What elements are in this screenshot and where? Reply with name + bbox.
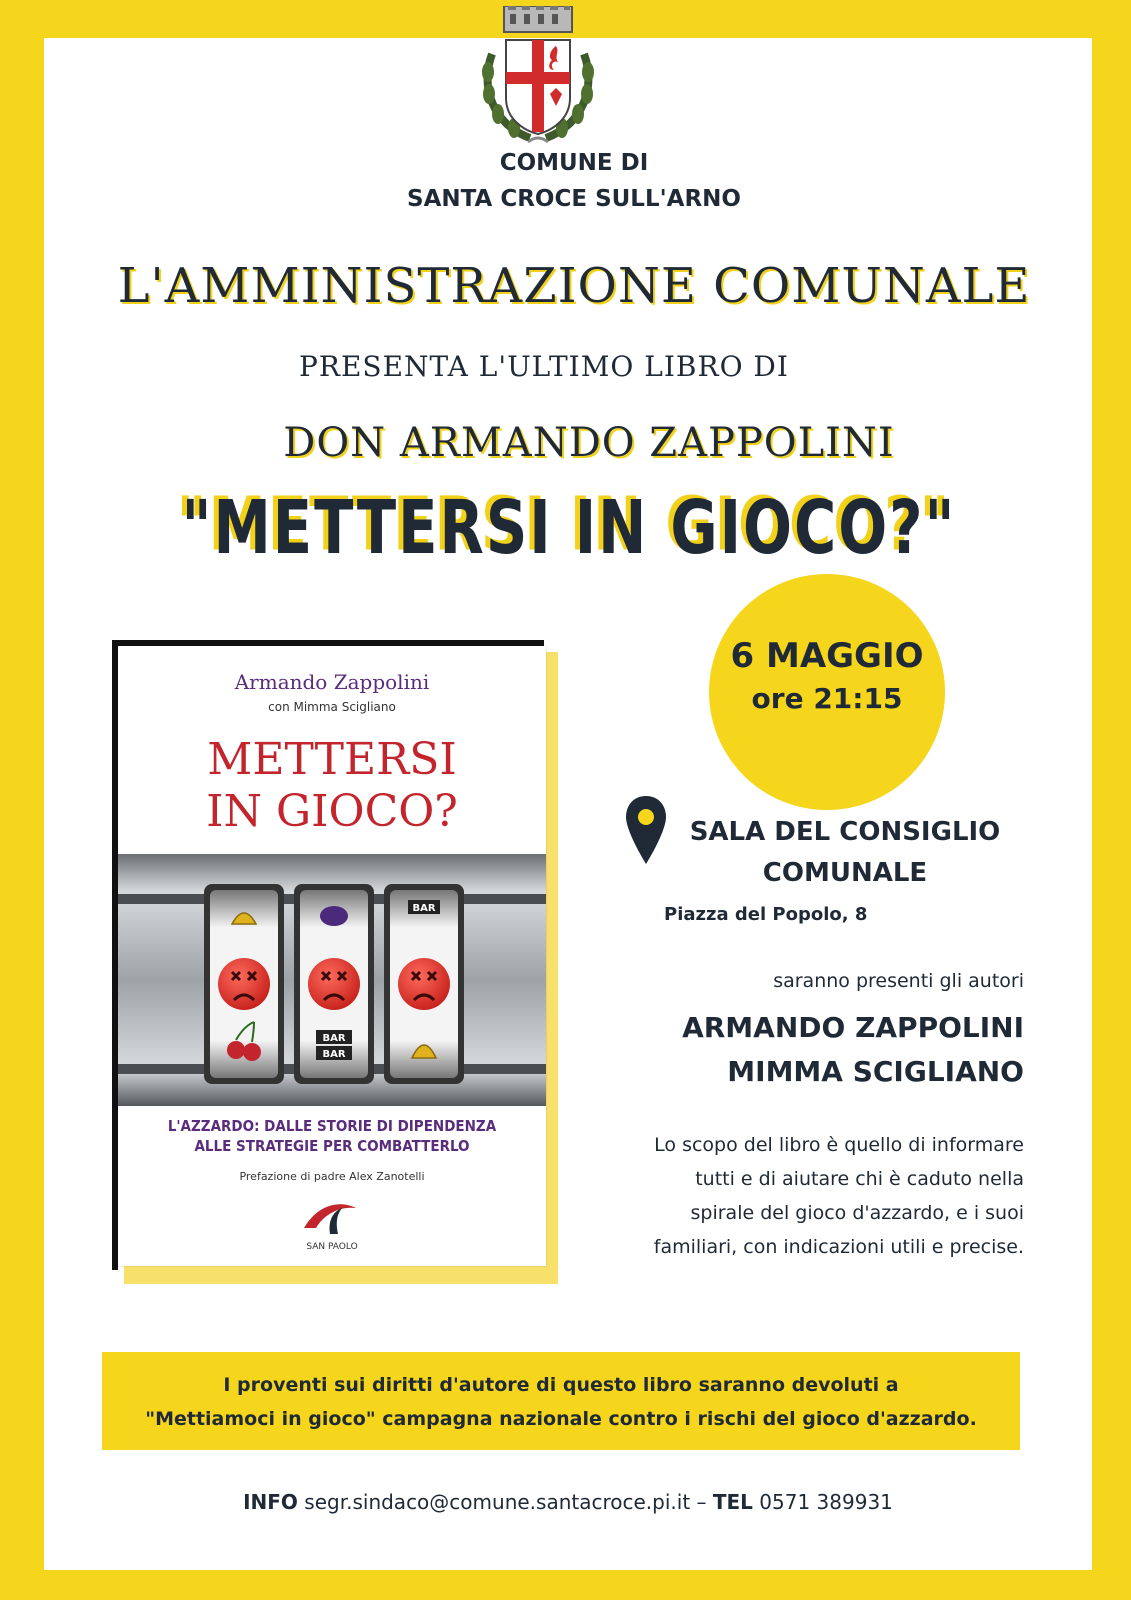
author-heading: DON ARMANDO ZAPPOLINI bbox=[283, 420, 895, 466]
cover-title bbox=[118, 734, 546, 838]
purpose-line3: spirale del gioco d'azzardo, e i suoi bbox=[690, 1202, 1024, 1224]
proceeds-banner bbox=[102, 1352, 1020, 1450]
cover-subtitle-line1: L'AZZARDO: DALLE STORIE DI DIPENDENZA bbox=[167, 1117, 497, 1135]
cover-title-line1: METTERSI bbox=[207, 734, 457, 785]
date-badge bbox=[709, 574, 945, 810]
cover-publisher: SAN PAOLO bbox=[306, 1242, 358, 1252]
author-name-2: MIMMA SCIGLIANO bbox=[727, 1055, 1024, 1088]
venue-address: Piazza del Popolo, 8 bbox=[664, 904, 868, 925]
proceeds-text bbox=[102, 1368, 1020, 1436]
purpose-line1: Lo scopo del libro è quello di informare bbox=[654, 1134, 1024, 1156]
comune-label: COMUNE DI bbox=[499, 150, 649, 176]
info-label: INFO bbox=[243, 1490, 298, 1514]
purpose-line4: familiari, con indicazioni utili e precise. bbox=[653, 1236, 1024, 1258]
authors-list bbox=[604, 1006, 1024, 1094]
cover-author: Armando Zappolini bbox=[234, 670, 430, 694]
cover-title-line2: IN GIOCO? bbox=[206, 786, 458, 837]
cover-preface: Prefazione di padre Alex Zanotelli bbox=[239, 1170, 425, 1183]
proceeds-line2: "Mettiamoci in gioco" campagna nazionale contro i rischi del gioco d'azzardo. bbox=[145, 1408, 977, 1430]
venue-line2: COMUNALE bbox=[762, 858, 928, 888]
contact-phone[interactable]: 0571 389931 bbox=[759, 1490, 893, 1514]
contact-email[interactable]: segr.sindaco@comune.santacroce.pi.it bbox=[304, 1490, 691, 1514]
presents-line: PRESENTA L'ULTIMO LIBRO DI bbox=[299, 350, 789, 383]
comune-name: SANTA CROCE SULL'ARNO bbox=[407, 186, 741, 212]
cover-subtitle-line2: ALLE STRATEGIE PER COMBATTERLO bbox=[194, 1137, 470, 1155]
coat-of-arms-icon bbox=[478, 6, 598, 156]
tel-label: TEL bbox=[712, 1490, 753, 1514]
slot-machine-image bbox=[118, 854, 546, 1106]
slot-bar-mid1: BAR bbox=[322, 1033, 346, 1044]
info-separator: – bbox=[696, 1490, 707, 1514]
poster bbox=[44, 38, 1092, 1570]
proceeds-line1: I proventi sui diritti d'autore di questo libro saranno devoluti a bbox=[223, 1374, 899, 1396]
cover-coauthor: con Mimma Scigliano bbox=[268, 700, 396, 714]
publisher-logo-icon bbox=[294, 1194, 364, 1244]
administration-heading: L'AMMINISTRAZIONE COMUNALE bbox=[117, 258, 1031, 314]
event-date: 6 MAGGIO bbox=[730, 636, 924, 676]
map-pin-icon bbox=[624, 794, 668, 866]
event-time: ore 21:15 bbox=[751, 682, 903, 715]
venue-line1: SALA DEL CONSIGLIO bbox=[689, 817, 1001, 847]
contact-info bbox=[44, 1490, 1092, 1514]
author-name-1: ARMANDO ZAPPOLINI bbox=[682, 1011, 1024, 1044]
purpose-line2: tutti e di aiutare chi è caduto nella bbox=[695, 1168, 1024, 1190]
book-cover bbox=[118, 646, 546, 1266]
slot-bar-mid2: BAR bbox=[322, 1049, 346, 1060]
slot-bar-top: BAR bbox=[412, 903, 436, 914]
authors-intro: saranno presenti gli autori bbox=[773, 970, 1024, 992]
book-purpose bbox=[592, 1128, 1024, 1264]
venue-name bbox=[664, 812, 1026, 894]
cover-subtitle bbox=[118, 1116, 546, 1156]
book-title-heading: "METTERSI IN GIOCO?" bbox=[181, 486, 957, 572]
